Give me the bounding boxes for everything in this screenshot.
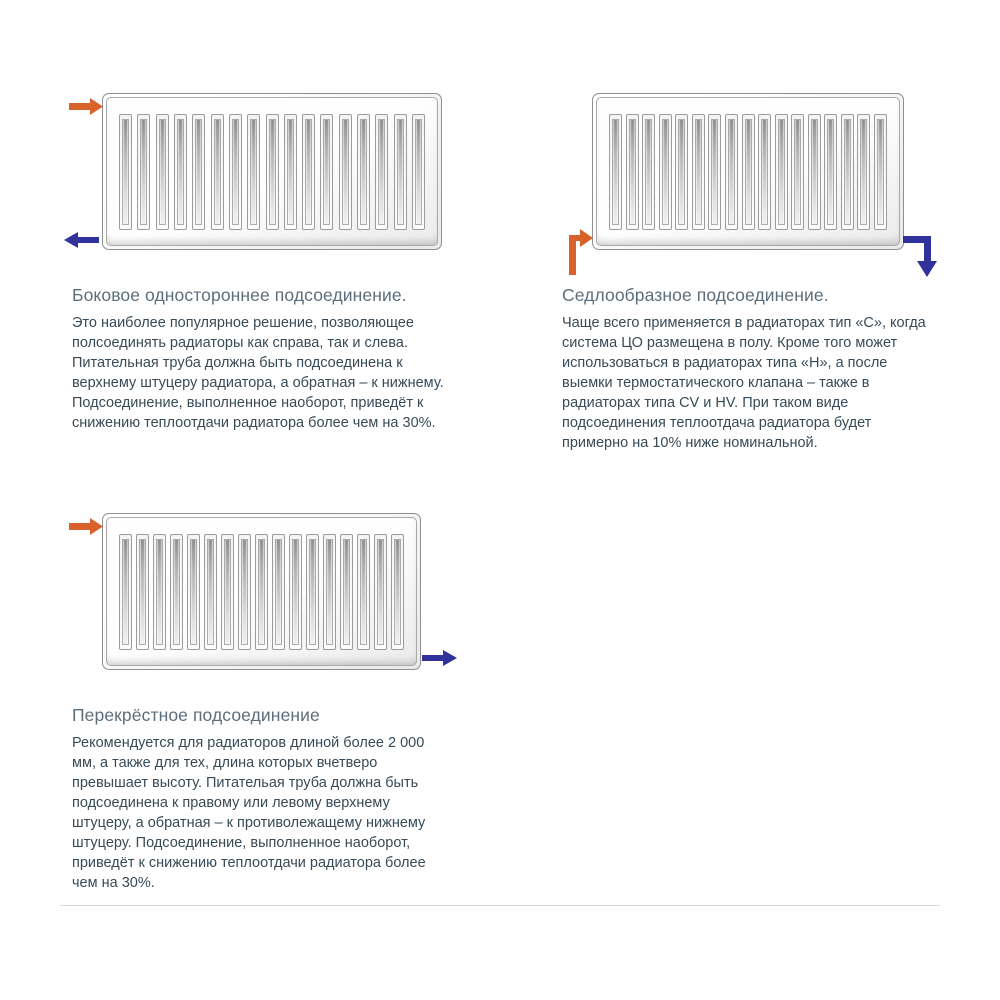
radiator-fin [412, 114, 425, 230]
radiator-fin [642, 114, 655, 230]
radiator-fin [136, 534, 149, 650]
divider [60, 905, 940, 906]
radiator-fin [229, 114, 242, 230]
section-body: Это наиболее популярное решение, позволяющее полсоединять радиаторы как справа, так и слева. Питательная труба должна быть подсоединена к верхнему штуцеру радиатора, а обратная – к нижнему. Подсоединение, выполненное наоборот, приведёт к снижению теплоотдачи радиатора более чем на 30%. [72, 315, 444, 431]
radiator-fin [758, 114, 771, 230]
radiator-fin [284, 114, 297, 230]
radiator-fins [106, 97, 438, 246]
radiator-fin [742, 114, 755, 230]
return-arrow-shape [422, 650, 457, 666]
section-body: Рекомендуется для радиаторов длиной более 2 000 мм, а также для тех, длина которых вчетверо превышает высоту. Питательая труба должна быть подсоединена к правому или левому верхнему штуцеру, а обратная – к противолежащему нижнему штуцеру. Подсоединение, выполненное наоборот, приведёт к снижению теплоотдачи радиатора более чем на 30%. [72, 735, 426, 891]
radiator-fin [174, 114, 187, 230]
radiator-fin [626, 114, 639, 230]
radiator-fin [247, 114, 260, 230]
radiator-fin [775, 114, 788, 230]
radiator-fin [675, 114, 688, 230]
return-arrow-icon [63, 229, 99, 251]
radiator-fin [841, 114, 854, 230]
radiator-fin [221, 534, 234, 650]
radiator-fin [306, 534, 319, 650]
radiator-fin [323, 534, 336, 650]
radiator-fin [659, 114, 672, 230]
radiator-fin [153, 534, 166, 650]
radiator-fin [791, 114, 804, 230]
radiator-fin [609, 114, 622, 230]
radiator-fin [192, 114, 205, 230]
radiator-fin [874, 114, 887, 230]
radiator-fin [708, 114, 721, 230]
radiator-fin [320, 114, 333, 230]
radiator-fin [211, 114, 224, 230]
supply-arrow-icon [69, 96, 104, 117]
radiator-fin [156, 114, 169, 230]
return-arrow-shape [64, 232, 99, 248]
section-title: Седлообразное подсоединение. [562, 285, 829, 305]
radiator-fin [238, 534, 251, 650]
supply-arrow-shape [569, 229, 593, 275]
return-arrow-shape [903, 236, 937, 277]
radiator-fin [339, 114, 352, 230]
radiator-figure-cross [72, 513, 445, 671]
radiator-fin [374, 534, 387, 650]
radiator-fin [394, 114, 407, 230]
section-title: Перекрёстное подсоединение [72, 705, 320, 725]
radiator-fin [375, 114, 388, 230]
radiator-fins [596, 97, 900, 246]
section-side-connection [72, 93, 445, 453]
radiator-fin [357, 534, 370, 650]
radiator-fin [808, 114, 821, 230]
section-title: Боковое одностороннее подсоединение. [72, 285, 407, 305]
radiator-figure-saddle [562, 93, 935, 251]
radiator-fin [187, 534, 200, 650]
radiator-fin [391, 534, 404, 650]
radiator-fin [266, 114, 279, 230]
return-arrow-icon [422, 647, 458, 669]
radiator-fin [255, 534, 268, 650]
radiator-fin [824, 114, 837, 230]
radiator-fin [357, 114, 370, 230]
section-cross-connection [72, 513, 445, 893]
radiator-fin [170, 534, 183, 650]
radiator-fin [119, 534, 132, 650]
return-arrow-icon [903, 234, 940, 277]
radiator-fin [857, 114, 870, 230]
radiator-fin [302, 114, 315, 230]
supply-arrow-icon [567, 229, 593, 275]
supply-arrow-icon [69, 516, 104, 537]
radiator-fin [204, 534, 217, 650]
section-saddle-connection [562, 93, 935, 453]
radiator-fin [725, 114, 738, 230]
radiator-figure-side [72, 93, 445, 251]
radiator-panel [102, 93, 442, 250]
section-body: Чаще всего применяется в радиаторах тип «С», когда система ЦО размещена в полу. Кроме того может использоваться в радиаторах типа «Н», а после выемки термостатического клапана – также в радиаторах типа CV и HV. При таком виде подсоединения теплоотдача радиатора будет примерно на 10% ниже номинальной. [562, 315, 926, 451]
radiator-fin [340, 534, 353, 650]
radiator-fin [119, 114, 132, 230]
radiator-fins [106, 517, 417, 666]
radiator-fin [272, 534, 285, 650]
radiator-panel [592, 93, 904, 250]
supply-arrow-shape [69, 518, 103, 535]
radiator-fin [289, 534, 302, 650]
supply-arrow-shape [69, 98, 103, 115]
radiator-fin [137, 114, 150, 230]
radiator-fin [692, 114, 705, 230]
radiator-panel [102, 513, 421, 670]
sections-grid [0, 93, 1000, 893]
